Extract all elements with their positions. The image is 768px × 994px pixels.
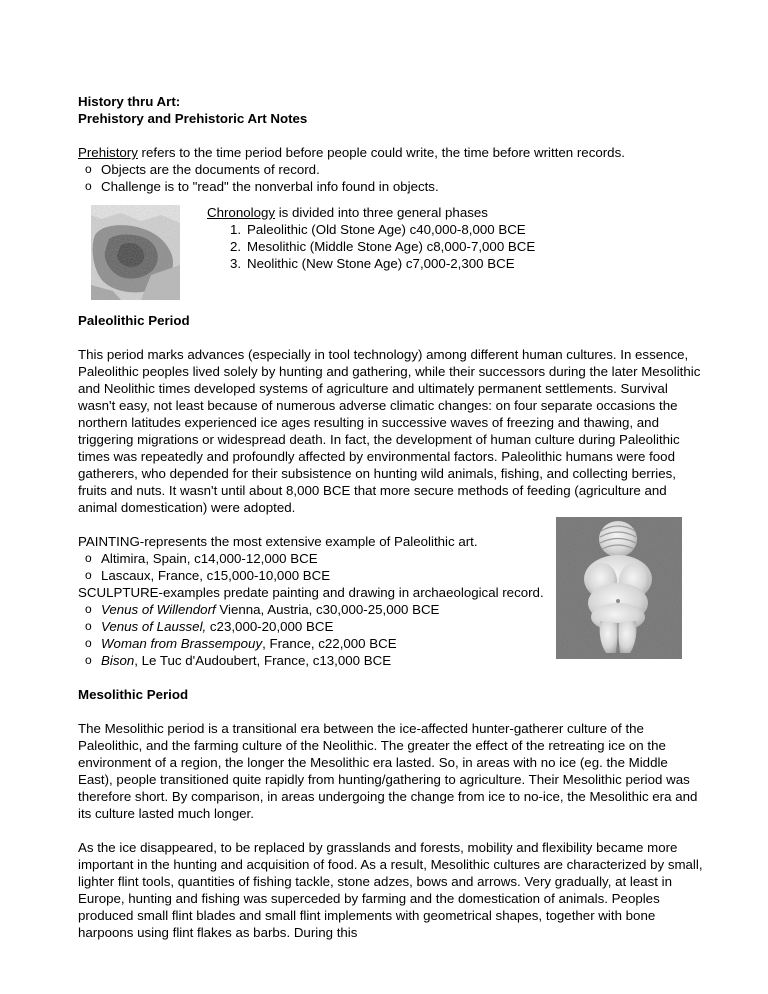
list-item [207,238,627,255]
sculpture-title: Bison [101,653,135,668]
prehistory-text: refers to the time period before people could write, the time before written records. [137,145,625,160]
sculpture-title: Venus of Willendorf [101,602,216,617]
prehistory-definition [78,144,718,161]
chronology-block [207,204,627,272]
section-heading: Paleolithic Period [78,313,190,328]
sculpture-intro: SCULPTURE-examples predate painting and drawing in archaeological record. [78,585,544,600]
sculpture-detail: Vienna, Austria, c30,000-25,000 BCE [215,602,440,617]
document-subtitle: Prehistory and Prehistoric Art Notes [78,111,308,126]
list-item: o Challenge is to "read" the nonverbal info found in objects. [78,178,718,195]
venus-figurine-image [556,517,682,659]
prehistory-bullets [78,161,718,195]
list-item: o Altimira, Spain, c14,000-12,000 BCE [78,550,718,567]
chronology-intro [207,204,627,221]
paragraph: As the ice disappeared, to be replaced by grasslands and forests, mobility and flexibility became more important in the hunting and acquisition of food. As a result, Mesolithic cultures are characterized by small, lighter flint tools, quantities of fishing tackle, stone adzes, bows and arrows. Very gradually, at least in Europe, hunting and fishing was superceded by farming and the domestication of animals. Peoples produced small flint blades and small flint implements with geometrical shapes, together with bone harpoons using flint flakes as barbs. During this [78,840,703,940]
section-heading: Mesolithic Period [78,687,189,702]
sculpture-detail: , France, c22,000 BCE [262,636,397,651]
painting-intro: PAINTING-represents the most extensive example of Paleolithic art. [78,534,478,549]
list-text: Mesolithic (Middle Stone Age) c8,000-7,000 BCE [247,239,536,254]
sculpture-detail: , Le Tuc d'Audoubert, France, c13,000 BCE [134,653,392,668]
list-number: 3. [230,256,242,271]
list-text: Paleolithic (Old Stone Age) c40,000-8,000 BCE [247,222,526,237]
list-number: 2. [230,239,242,254]
document-title: History thru Art: [78,94,181,109]
chronology-intro-text: is divided into three general phases [275,205,488,220]
chronology-term: Chronology [207,205,276,220]
sculpture-detail: c23,000-20,000 BCE [206,619,334,634]
list-text: Neolithic (New Stone Age) c7,000-2,300 BCE [247,256,515,271]
sculpture-title: Venus of Laussel, [101,619,207,634]
list-item [207,255,627,272]
cave-painting-image [91,205,180,300]
paragraph: This period marks advances (especially in tool technology) among different human cultures. In essence, Paleolithic peoples lived solely by hunting and gathering, while their successors during the later Mesolithic and Neolithic times developed systems of agriculture and ultimately permanent settlements. Survival wasn't easy, not least because of numerous adverse climatic changes: on four separate occasions the northern latitudes experienced ice ages resulting in successive waves of freezing and thawing, and triggering migrations or widespread death. In fact, the development of human culture during Paleolithic times was repeatedly and profoundly affected by environmental factors. Paleolithic humans were food gatherers, who depended for their subsistence on hunting wild animals, fishing, and collecting berries, fruits and nuts. It wasn't until about 8,000 BCE that more secure methods of feeding (agriculture and animal domestication) were adopted. [78,347,701,515]
paragraph: The Mesolithic period is a transitional era between the ice-affected hunter-gatherer culture of the Paleolithic, and the farming culture of the Neolithic. The greater the effect of the retreating ice on the environment of a region, the longer the Mesolithic era lasted. So, in areas with no ice (eg. the Middle East), people transitioned quite rapidly from hunting/gathering to agriculture. Their Mesolithic period was therefore short. By comparison, in areas undergoing the change from ice to no-ice, the Mesolithic era and its culture lasted much longer. [78,721,698,821]
list-number: 1. [230,222,242,237]
chronology-list [207,221,627,272]
list-item [207,221,627,238]
document-page [78,93,718,195]
list-item: o Objects are the documents of record. [78,161,718,178]
list-item: o Lascaux, France, c15,000-10,000 BCE [78,567,718,584]
prehistory-term: Prehistory [78,145,138,160]
sculpture-title: Woman from Brassempouy [101,636,263,651]
